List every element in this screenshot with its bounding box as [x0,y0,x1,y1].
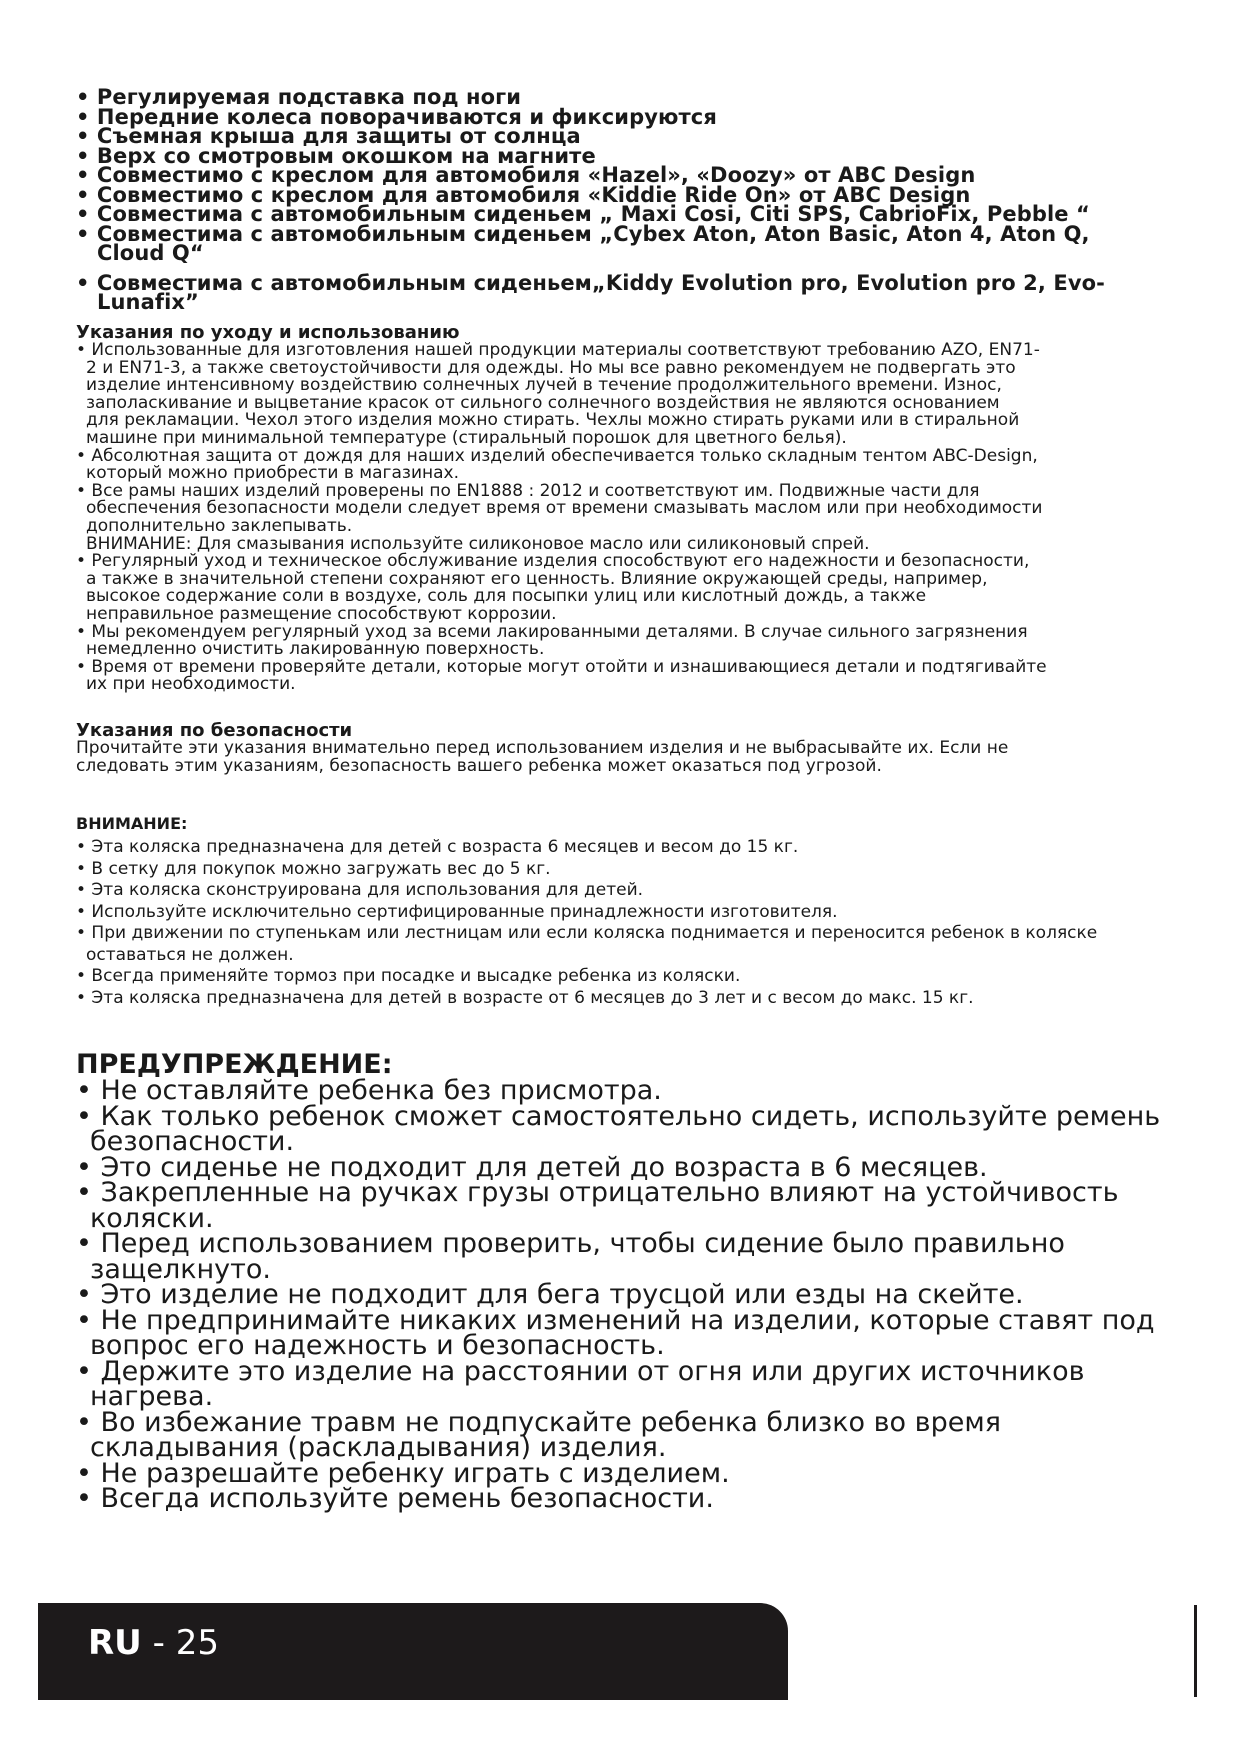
care-line: • Мы рекомендуем регулярный уход за всеми лакированными деталями. В случае сильного загрязнения [76,621,1028,642]
care-line: • Абсолютная защита от дождя для наших изделий обеспечивается только складным тентом ABC-Design, [76,445,1038,466]
warning-item: • Закрепленные на ручках грузы отрицательно влияют на устойчивость коляски. [76,1177,1119,1234]
care-line: заполаскивание и выцветание красок от сильного солнечного воздействия не являются основанием [86,392,1000,413]
safety-title: Указания по безопасности [76,720,353,741]
attention-section [76,814,1176,1009]
care-line: который можно приобрести в магазинах. [86,463,459,484]
attention-item: • При движении по ступенькам или лестницам или если коляска поднимается и переносится ребенок в коляске оставаться не должен. [76,923,1098,965]
attention-item: • Эта коляска предназначена для детей в возрасте от 6 месяцев до 3 лет и с весом до макс. 15 кг. [76,987,974,1008]
care-line: ВНИМАНИЕ: Для смазывания используйте силиконовое масло или силиконовый спрей. [86,533,870,554]
care-line: дополнительно заклепывать. [86,515,353,536]
feature-item: • Совместима с автомобильным сиденьем „Cybex Aton, Aton Basic, Aton 4, Aton Q, [76,221,1090,246]
feature-item: • Совместимо с креслом для автомобиля «Hazel», «Doozy» от ABC Design [76,163,976,187]
attention-item: • Используйте исключительно сертифицированные принадлежности изготовителя. [76,901,838,922]
care-line: • Время от времени проверяйте детали, которые могут отойти и изнашивающиеся детали и подтягивайте [76,656,1047,677]
care-line: немедленно очистить лакированную поверхность. [86,639,545,660]
attention-item: • В сетку для покупок можно загружать вес до 5 кг. [76,858,551,879]
features-list [76,85,1176,314]
feature-item: • Регулируемая подставка под ноги [76,85,522,109]
care-title: Указания по уходу и использованию [76,322,460,343]
warning-item: • Перед использованием проверить, чтобы сидение было правильно защелкнуто. [76,1228,1065,1285]
warning-item: • Во избежание травм не подпускайте ребенка близко во время складывания (раскладывания) изделия. [76,1406,1001,1463]
care-line: • Использованные для изготовления нашей продукции материалы соответствуют требованию AZO, EN71- [76,340,1040,360]
warning-item: • Это изделие не подходит для бега трусцой или езды на скейте. [76,1279,1024,1310]
safety-section [76,722,1176,775]
warning-item: • Не предпринимайте никаких изменений на изделии, которые ставят под вопрос его надежность и безопасность. [76,1304,1155,1361]
care-line: машине при минимальной температуре (стиральный порошок для цветного белья). [86,427,847,448]
care-line: обеспечения безопасности модели следует время от времени смазывать маслом или при необходимости [86,498,1043,519]
feature-item-cont: Cloud Q“ [97,241,204,265]
warning-item: • Как только ребенок сможет самостоятельно сидеть, используйте ремень безопасности. [76,1100,1161,1157]
page-number [88,1623,219,1663]
warning-title: ПРЕДУПРЕЖДЕНИЕ: [76,1049,393,1080]
footer-separator: - [141,1623,176,1663]
care-line: а также в значительной степени сохраняют его ценность. Влияние окружающей среды, например, [86,568,988,589]
attention-title: ВНИМАНИЕ: [76,814,188,833]
care-line: высокое содержание соли в воздухе, соль для посыпки улиц или кислотный дождь, а также [86,586,927,607]
warning-item: • Всегда используйте ремень безопасности. [76,1483,714,1514]
feature-item: • Передние колеса поворачиваются и фиксируются [76,104,717,129]
care-line: • Регулярный уход и техническое обслуживание изделия способствуют его надежности и безопасности, [76,551,1030,572]
warning-item: • Держите это изделие на расстоянии от огня или других источников нагрева. [76,1355,1085,1412]
feature-item: • Совместима с автомобильным сиденьем„Kiddy Evolution pro, Evolution pro 2, Evo- [76,270,1105,295]
warning-section [76,1049,1186,1514]
warning-item: • Не оставляйте ребенка без присмотра. [76,1075,662,1106]
feature-item-cont: Lunafix” [97,290,199,314]
safety-line: Прочитайте эти указания внимательно перед использованием изделия и не выбрасывайте их. Если не [76,738,1009,758]
care-line: их при необходимости. [86,674,296,695]
care-line: неправильное размещение способствуют коррозии. [86,603,557,624]
attention-item: • Эта коляска предназначена для детей с возраста 6 месяцев и весом до 15 кг. [76,837,799,857]
care-line: 2 и EN71-3, а также светоустойчивости для одежды. Но мы все равно рекомендуем не подвергать это [86,357,1016,378]
language-code: RU [88,1623,142,1663]
attention-item: • Всегда применяйте тормоз при посадке и высадке ребенка из коляски. [76,966,741,986]
margin-rule [1194,1605,1197,1697]
care-line: • Все рамы наших изделий проверены по EN1888 : 2012 и соответствуют им. Подвижные части для [76,480,980,501]
page-number-value: 25 [175,1623,219,1663]
care-line: для рекламации. Чехол этого изделия можно стирать. Чехлы можно стирать руками или в стиральной [86,410,1020,431]
care-line: изделие интенсивному воздействию солнечных лучей в течение продолжительного времени. Износ, [86,375,1002,396]
safety-line: следовать этим указаниям, безопасность вашего ребенка может оказаться под угрозой. [76,755,882,776]
page-footer [38,1603,788,1700]
warning-item: • Это сиденье не подходит для детей до возраста в 6 месяцев. [76,1151,988,1183]
feature-item: • Верх со смотровым окошком на магните [76,143,596,168]
feature-item: • Совместима с автомобильным сиденьем „ Maxi Cosi, Citi SPS, CabrioFix, Pebble “ [76,202,1090,226]
feature-item: • Совместимо с креслом для автомобиля «Kiddie Ride On» от ABC Design [76,182,971,207]
care-section [76,324,1176,694]
feature-item: • Съемная крыша для защиты от солнца [76,124,581,148]
attention-item: • Эта коляска сконструирована для использования для детей. [76,880,644,900]
warning-item: • Не разрешайте ребенку играть с изделием. [76,1457,730,1489]
